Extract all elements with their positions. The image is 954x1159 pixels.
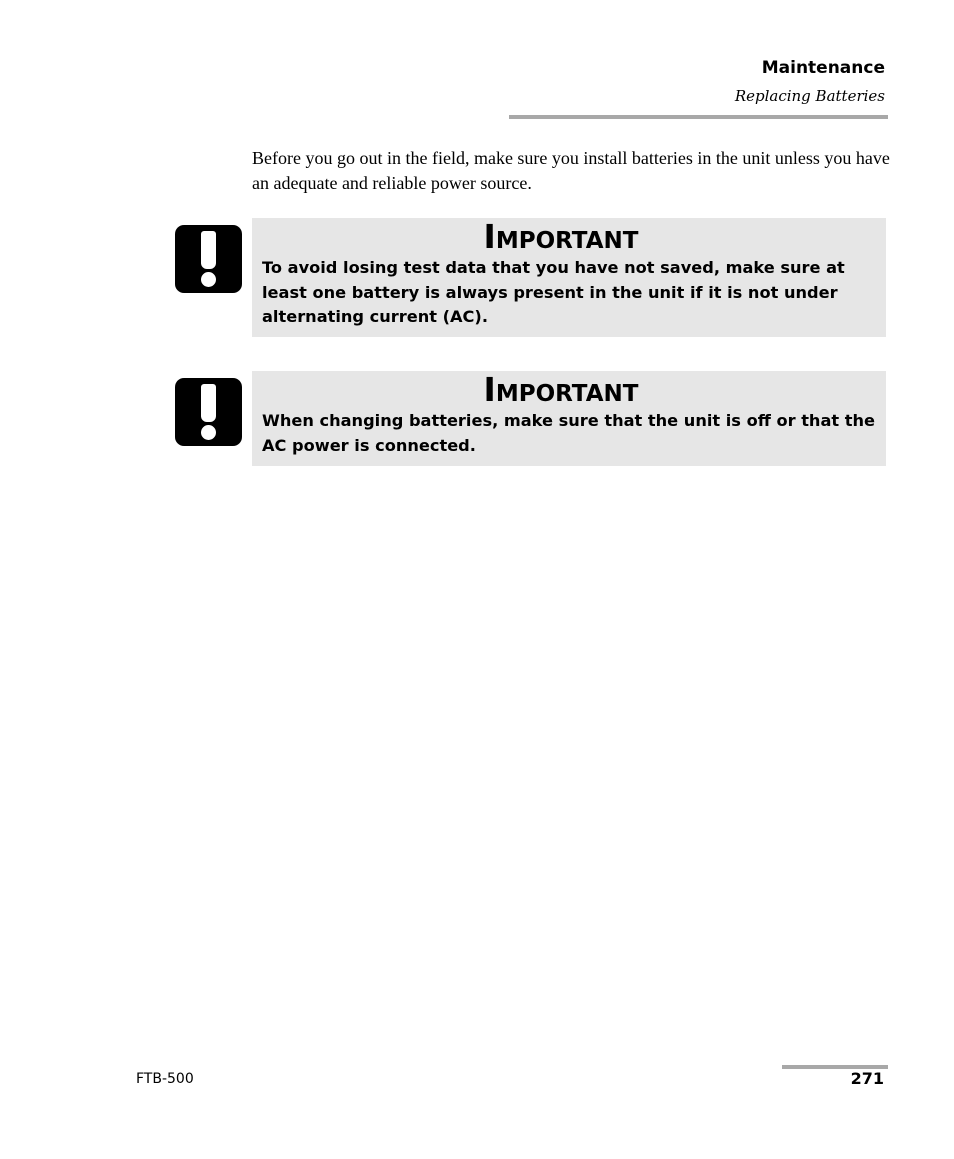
notice-text: To avoid losing test data that you have not saved, make sure at least one battery is always present in the unit if it is not under alternating current (AC). — [262, 258, 845, 326]
exclamation-bar — [201, 231, 216, 269]
header-rule — [509, 115, 888, 119]
intro-paragraph: Before you go out in the field, make sure you install batteries in the unit unless you have an adequate and reliable power source. — [252, 148, 890, 193]
notice-heading: Important — [483, 217, 639, 256]
exclamation-icon — [175, 225, 242, 293]
notice-heading: Important — [483, 370, 639, 409]
exclamation-icon — [175, 378, 242, 446]
important-notice-1 — [252, 218, 886, 337]
important-notice-2 — [252, 371, 886, 466]
footer-page-number: 271 — [850, 1069, 884, 1088]
exclamation-bar — [201, 384, 216, 422]
header-chapter-title: Maintenance — [761, 58, 885, 78]
header-section-title: Replacing Batteries — [734, 87, 885, 105]
exclamation-dot — [201, 425, 216, 440]
notice-text: When changing batteries, make sure that the unit is off or that the AC power is connected. — [262, 411, 875, 455]
exclamation-dot — [201, 272, 216, 287]
footer-product-name: FTB-500 — [136, 1071, 194, 1087]
